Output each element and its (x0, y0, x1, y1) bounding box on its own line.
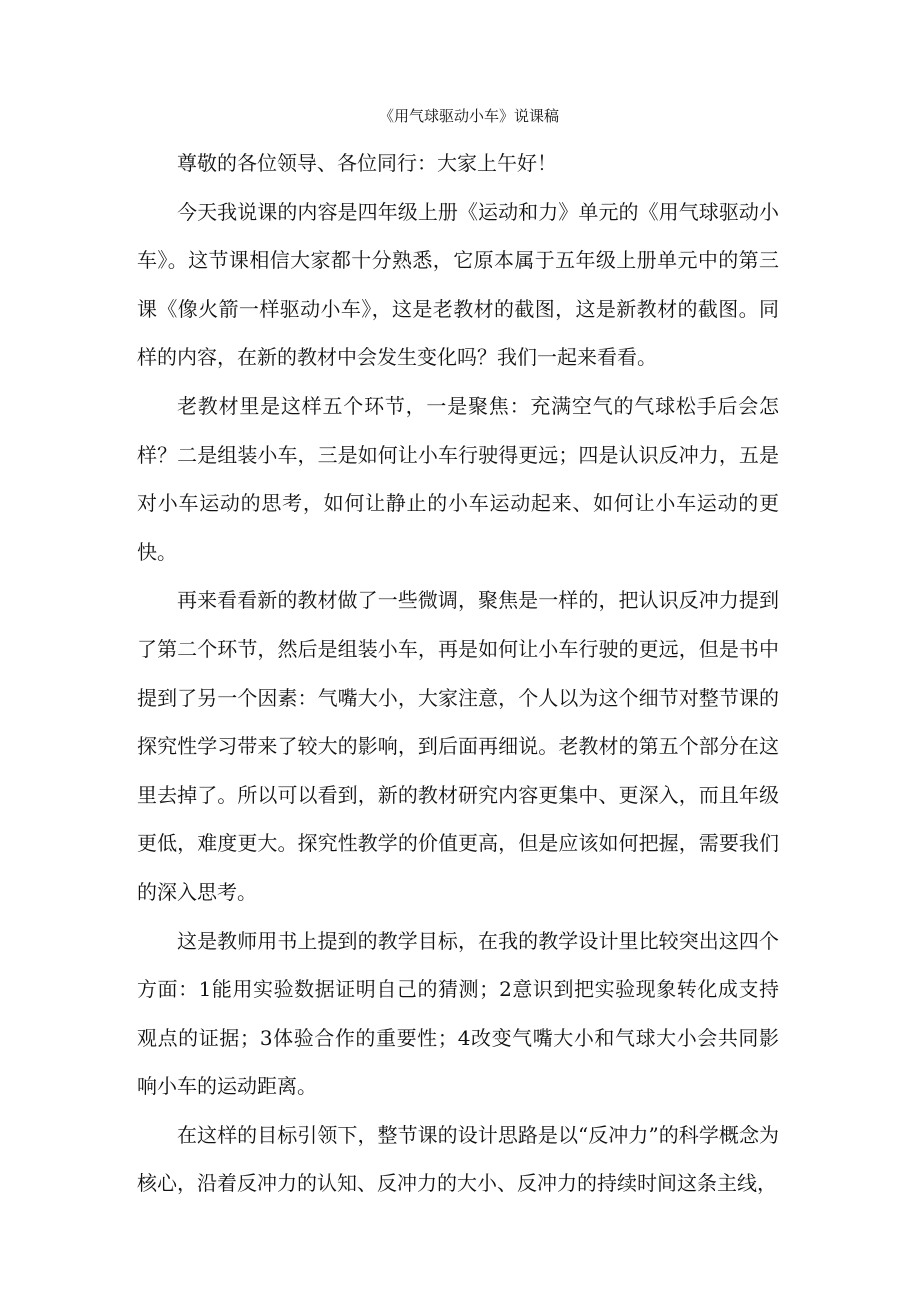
greeting-paragraph: 尊敬的各位领导、各位同行：大家上午好！ (177, 151, 557, 175)
old-textbook-paragraph: 老教材里是这样五个环节，一是聚焦：充满空气的气球松手后会怎样？二是组装小车，三是如何让小车行驶得更远；四是认识反冲力，五是对小车运动的思考，如何让静止的小车运动起来、如何让小车运动的更快。 (137, 393, 779, 564)
design-idea-paragraph: 在这样的目标引领下，整节课的设计思路是以“反冲力”的科学概念为核心，沿着反冲力的认知、反冲力的大小、反冲力的持续时间这条主线， (137, 1122, 779, 1196)
teaching-goals-paragraph: 这是教师用书上提到的教学目标，在我的教学设计里比较突出这四个方面：1能用实验数据证明自己的猜测；2意识到把实验现象转化成支持观点的证据；3体验合作的重要性；4改变气嘴大小和气球大小会共同影响小车的运动距离。 (137, 928, 779, 1099)
document-title: 《用气球驱动小车》说课稿 (378, 107, 559, 125)
new-textbook-paragraph: 再来看看新的教材做了一些微调，聚焦是一样的，把认识反冲力提到了第二个环节，然后是组装小车，再是如何让小车行驶的更远，但是书中提到了另一个因素：气嘴大小，大家注意，个人以为这个细节对整节课的探究性学习带来了较大的影响，到后面再细说。老教材的第五个部分在这里去掉了。所以可以看到，新的教材研究内容更集中、更深入，而且年级更低，难度更大。探究性教学的价值更高，但是应该如何把握，需要我们的深入思考。 (137, 588, 779, 904)
intro-paragraph: 今天我说课的内容是四年级上册《运动和力》单元的《用气球驱动小车》。这节课相信大家都十分熟悉，它原本属于五年级上册单元中的第三课《像火箭一样驱动小车》，这是老教材的截图，这是新教材的截图。同样的内容，在新的教材中会发生变化吗？我们一起来看看。 (137, 199, 779, 370)
document-body (137, 139, 779, 1208)
